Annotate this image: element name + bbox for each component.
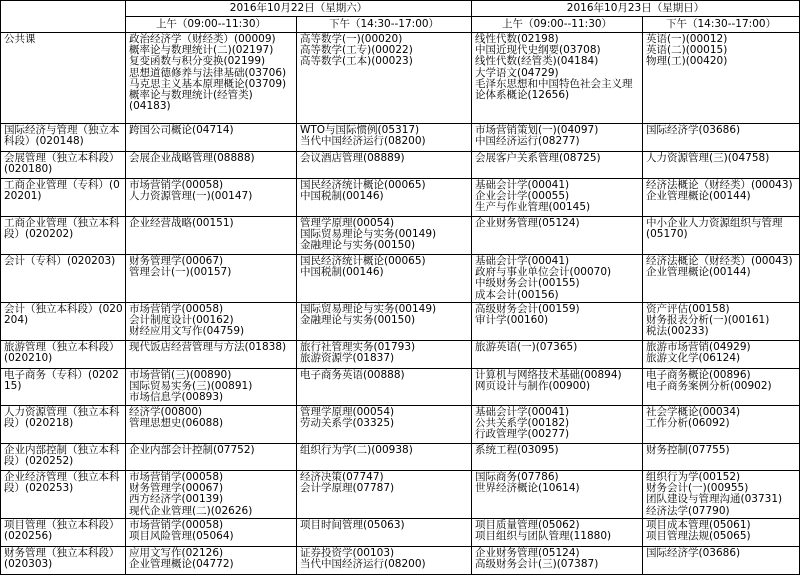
course-entry: 中国经济运行(08277) [475,135,580,148]
course-entry: 国际经济学(03686) [646,547,741,559]
table-row [1,303,800,341]
table-row [1,217,800,255]
sun-am-courses [472,124,643,152]
course-entry: 财务管理学(00067) [129,255,224,267]
sun-pm-courses [643,152,800,179]
session-header-pm-day1: 下午（14:30--17:00） [297,17,472,33]
sat-pm-courses [297,33,472,124]
course-entry: 会议酒店管理(08889) [300,152,405,164]
course-entry: 财务控制(07755) [646,444,730,456]
sun-am-courses [472,519,643,547]
sun-am-courses [472,255,643,303]
sat-am-courses [126,444,297,471]
course-entry: 西方经济学(00139) [129,493,224,506]
table-row [1,444,800,471]
table-row [1,406,800,444]
course-entry: 电子商务案例分析(00902) [646,380,772,393]
table-row [1,124,800,152]
course-entry: 会展企业战略管理(08888) [129,152,255,164]
course-entry: 应用文写作(02126) [129,547,224,559]
course-entry: 项目质量管理(05062) [475,519,580,531]
course-entry: 英语(二)(00015) [646,44,728,57]
course-entry: 经济法学(07790) [646,504,730,517]
major-name: 国际经济与管理（独立本科段）(020148) [1,124,126,152]
course-entry: 市场营销(三)(00890) [129,369,232,381]
table-row [1,179,800,217]
course-entry: 概率论与数理统计(二)(02197) [129,44,274,57]
major-name: 会展管理（独立本科段）(020180) [1,152,126,179]
course-entry: 当代中国经济运行(08200) [300,558,426,571]
sat-pm-courses [297,444,472,471]
course-entry: 线性代数(02198) [475,33,559,45]
sat-am-courses [126,547,297,575]
corner-cell [1,1,126,33]
course-entry: 企业财务管理(05124) [475,217,580,229]
course-entry: 项目风险管理(05064) [129,530,234,543]
sat-pm-courses [297,341,472,369]
sun-am-courses [472,33,643,124]
course-entry: 政府与事业单位会计(00070) [475,266,612,279]
course-entry: 项目时间管理(05063) [300,519,405,531]
course-entry: 劳动关系学(03325) [300,417,395,430]
sat-am-courses [126,179,297,217]
course-entry: 旅游文化学(06124) [646,352,741,365]
sun-am-courses [472,152,643,179]
course-entry: 高等数学(工专)(00022) [300,44,413,57]
course-entry: 基础会计学(00041) [475,406,570,418]
course-entry: 管理会计(一)(00157) [129,266,232,279]
course-entry: 中国税制(00146) [300,190,384,203]
sat-pm-courses [297,406,472,444]
sun-pm-courses [643,124,800,152]
course-entry: 市场营销学(00058) [129,519,224,531]
sun-am-courses [472,444,643,471]
course-entry: 项目成本管理(05061) [646,519,751,531]
course-entry: 经济决策(07747) [300,471,384,483]
course-entry: 人力资源管理(三)(04758) [646,152,770,164]
course-entry: 企业管理概论(00144) [646,266,751,279]
course-entry: 现代饭店经营管理与方法(01838) [129,341,287,353]
course-entry: 企业管理概论(04772) [129,558,234,571]
major-name: 公共课 [1,33,126,124]
course-entry: 证券投资学(00103) [300,547,395,559]
sat-pm-courses [297,255,472,303]
major-name: 工商企业管理（专科）(020201) [1,179,126,217]
sun-pm-courses [643,444,800,471]
sat-am-courses [126,471,297,519]
course-entry: 旅游资源学(01837) [300,352,395,365]
course-entry: 会展客户关系管理(08725) [475,152,601,164]
course-entry: 高等数学(工本)(00023) [300,55,413,68]
course-entry: 思想道德修养与法律基础(03706) [129,66,287,79]
major-name: 会计（专科）(020203) [1,255,126,303]
course-entry: 市场营销学(00058) [129,179,224,191]
course-entry: 世界经济概论(10614) [475,482,580,495]
course-entry: 管理学原理(00054) [300,217,395,229]
course-entry: 组织行为学(二)(00938) [300,444,413,456]
sun-pm-courses [643,471,800,519]
course-entry: 旅游英语(一)(07365) [475,341,578,353]
course-entry: 概率论与数理统计(经管类) [129,89,253,102]
sun-am-courses [472,406,643,444]
sat-am-courses [126,152,297,179]
course-entry: 中级财务会计(00155) [475,277,580,290]
course-entry: 复变函数与积分变换(02199) [129,55,266,68]
session-header-am-day1: 上午（09:00--11:30） [126,17,297,33]
major-name: 会计（独立本科段）(020204) [1,303,126,341]
sun-pm-courses [643,341,800,369]
course-entry: 物理(工)(00420) [646,55,728,68]
course-entry: 成本会计(00156) [475,288,559,301]
course-entry: (05170) [646,228,688,241]
course-entry: 财务报表分析(一)(00161) [646,314,770,327]
session-header-am-day2: 上午（09:00--11:30） [472,17,643,33]
course-entry: 国际经济学(03686) [646,124,741,136]
course-entry: 企业财务管理(05124) [475,547,580,559]
course-entry: 经济学(00800) [129,406,203,418]
sun-am-courses [472,341,643,369]
course-entry: (04183) [129,100,171,113]
course-entry: 毛泽东思想和中国特色社会主义理 [475,77,633,90]
course-entry: 国民经济统计概论(00065) [300,179,426,191]
table-row [1,519,800,547]
sat-pm-courses [297,124,472,152]
course-entry: 基础会计学(00041) [475,255,570,267]
course-entry: 国际贸易理论与实务(00149) [300,303,437,315]
sun-am-courses [472,547,643,575]
major-name: 企业内部控制（独立本科段）(020252) [1,444,126,471]
course-entry: 工作分析(06092) [646,417,730,430]
course-entry: 高等数学(一)(00020) [300,33,403,45]
sat-am-courses [126,341,297,369]
sun-pm-courses [643,406,800,444]
course-entry: 系统工程(03095) [475,444,559,456]
table-row [1,547,800,575]
course-entry: 国民经济统计概论(00065) [300,255,426,267]
course-entry: 资产评估(00158) [646,303,730,315]
sat-am-courses [126,255,297,303]
sat-am-courses [126,406,297,444]
sun-am-courses [472,369,643,406]
major-name: 人力资源管理（独立本科段）(020218) [1,406,126,444]
course-entry: 政治经济学（财经类）(00009) [129,33,276,45]
sun-pm-courses [643,217,800,255]
course-entry: 国际贸易实务(三)(00891) [129,380,253,393]
course-entry: 网页设计与制作(00900) [475,380,591,393]
sun-am-courses [472,179,643,217]
course-entry: 企业内部会计控制(07752) [129,444,255,456]
sat-pm-courses [297,471,472,519]
sat-am-courses [126,124,297,152]
table-row [1,369,800,406]
sun-pm-courses [643,369,800,406]
course-entry: 现代企业管理(二)(02626) [129,504,253,517]
course-entry: 团队建设与管理沟通(03731) [646,493,783,506]
course-entry: 电子商务概论(00896) [646,369,751,381]
course-entry: 基础会计学(00041) [475,179,570,191]
table-row [1,255,800,303]
course-entry: 项目管理法规(05065) [646,530,751,543]
session-header-pm-day2: 下午（14:30--17:00） [643,17,800,33]
sat-am-courses [126,519,297,547]
major-name: 电子商务（专科）(020215) [1,369,126,406]
course-entry: 市场营销策划(一)(04097) [475,124,599,136]
course-entry: 社会学概论(00034) [646,406,741,418]
course-entry: 审计学(00160) [475,314,549,327]
course-entry: 管理学原理(00054) [300,406,395,418]
major-name: 财务管理（独立本科段）(020303) [1,547,126,575]
sun-pm-courses [643,303,800,341]
course-entry: 财经应用文写作(04759) [129,325,245,338]
course-entry: 市场信息学(00893) [129,391,224,404]
course-entry: 高级财务会计(三)(07387) [475,558,599,571]
course-entry: 行政管理学(00277) [475,428,570,441]
course-entry: 税法(00233) [646,325,709,338]
course-entry: 管理思想史(06088) [129,417,224,430]
sat-pm-courses [297,179,472,217]
sat-pm-courses [297,547,472,575]
course-entry: 中国税制(00146) [300,266,384,279]
course-entry: 国际商务(07786) [475,471,559,483]
major-name: 企业经济管理（独立本科段）(020253) [1,471,126,519]
sat-am-courses [126,303,297,341]
sun-pm-courses [643,179,800,217]
sat-pm-courses [297,303,472,341]
course-entry: 金融理论与实务(00150) [300,314,416,327]
course-entry: 电子商务英语(00888) [300,369,405,381]
course-entry: 线性代数(经管类)(04184) [475,55,599,68]
course-entry: 项目组织与团队管理(11880) [475,530,612,543]
sun-am-courses [472,217,643,255]
sat-am-courses [126,369,297,406]
major-name: 旅游管理（独立本科段）(020210) [1,341,126,369]
course-entry: 马克思主义基本原理概论(03709) [129,77,287,90]
course-entry: 当代中国经济运行(08200) [300,135,426,148]
sat-pm-courses [297,217,472,255]
course-entry: 论体系概论(12656) [475,89,570,102]
major-name: 项目管理（独立本科段）(020256) [1,519,126,547]
course-entry: 高级财务会计(00159) [475,303,580,315]
course-entry: 公共关系学(00182) [475,417,570,430]
table-row [1,33,800,124]
course-entry: 旅游市场营销(04929) [646,341,751,353]
sun-pm-courses [643,547,800,575]
course-entry: 跨国公司概论(04714) [129,124,234,136]
course-entry: 经济法概论（财经类）(00043) [646,179,793,191]
sun-am-courses [472,303,643,341]
sat-pm-courses [297,369,472,406]
sat-am-courses [126,217,297,255]
course-entry: 经济法概论（财经类）(00043) [646,255,793,267]
course-entry: WTO与国际惯例(05317) [300,124,420,136]
course-entry: 企业管理概论(00144) [646,190,751,203]
table-row [1,471,800,519]
course-entry: 企业经营战略(00151) [129,217,234,229]
course-entry: 会计制度设计(00162) [129,314,234,327]
sun-pm-courses [643,33,800,124]
course-entry: 企业会计学(00055) [475,190,570,203]
course-entry: 金融理论与实务(00150) [300,239,416,252]
sat-pm-courses [297,152,472,179]
date-header-day1: 2016年10月22日（星期六） [126,1,472,17]
date-header-day2: 2016年10月23日（星期日） [472,1,800,17]
course-entry: 英语(一)(00012) [646,33,728,45]
course-entry: 财务管理学(00067) [129,482,224,495]
sun-pm-courses [643,519,800,547]
major-name: 工商企业管理（独立本科段）(020202) [1,217,126,255]
course-entry: 组织行为学(00152) [646,471,741,483]
sat-pm-courses [297,519,472,547]
course-entry: 中小企业人力资源组织与管理 [646,217,783,229]
sun-am-courses [472,471,643,519]
course-entry: 大学语文(04729) [475,66,559,79]
course-entry: 市场营销学(00058) [129,303,224,315]
course-entry: 会计学原理(07787) [300,482,395,495]
sun-pm-courses [643,255,800,303]
course-entry: 市场营销学(00058) [129,471,224,483]
course-entry: 计算机与网络技术基础(00894) [475,369,622,381]
course-entry: 财务会计(一)(00955) [646,482,749,495]
course-entry: 中国近现代史纲要(03708) [475,44,601,57]
course-entry: 旅行社管理实务(01793) [300,341,416,353]
sat-am-courses [126,33,297,124]
course-entry: 国际贸易理论与实务(00149) [300,228,437,241]
course-entry: 生产与作业管理(00145) [475,201,591,214]
table-row [1,341,800,369]
table-row [1,152,800,179]
course-entry: 人力资源管理(一)(00147) [129,190,253,203]
